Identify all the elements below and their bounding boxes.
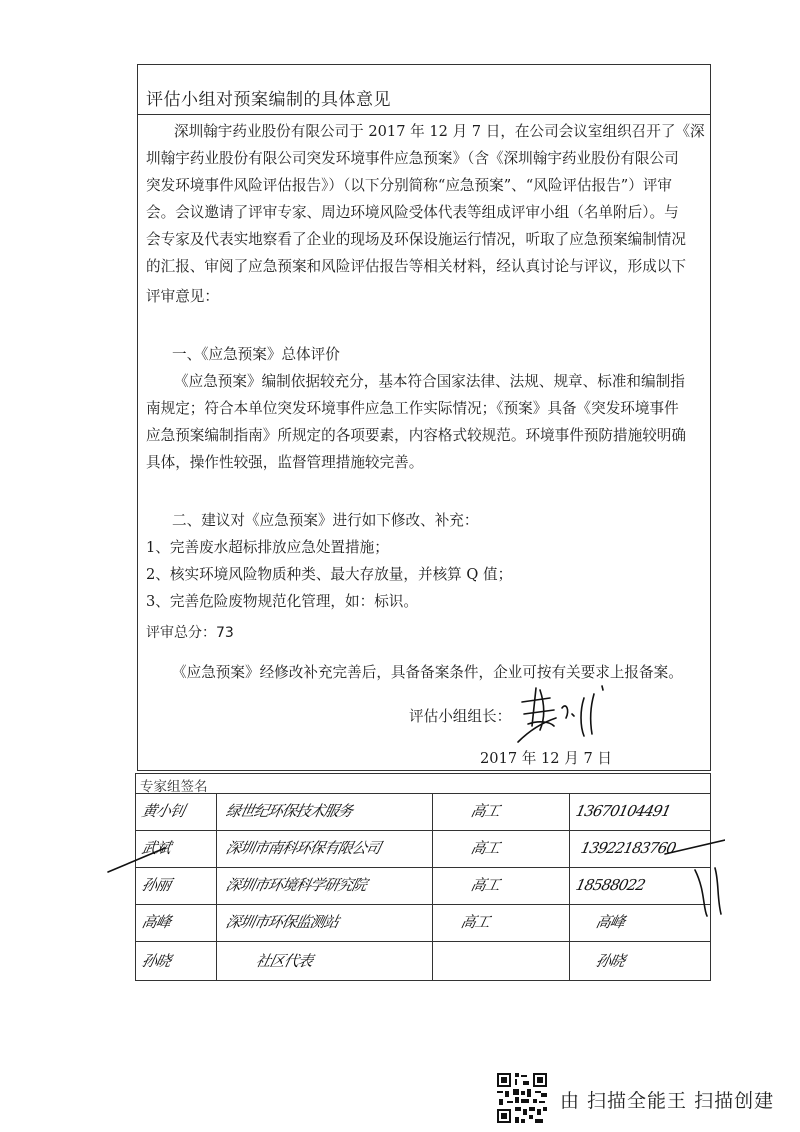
signature-strokes-icon [105,820,725,920]
expert-title: 高工 [469,839,502,857]
intro-line: 会专家及代表实地察看了企业的现场及环保设施运行情况，听取了应急预案编制情况 [146,231,686,248]
expert-contact: 高峰 [594,913,627,931]
expert-contact: 18588022 [574,876,647,894]
expert-contact: 13922183760 [579,839,678,857]
expert-org: 绿世纪环保技术服务 [224,802,355,820]
expert-org: 深圳市南科环保有限公司 [224,839,383,857]
section1-line: 应急预案编制指南》所规定的各项要素，内容格式较规范。环境事件预防措施较明确 [146,427,686,444]
intro-line: 的汇报、审阅了应急预案和风险评估报告等相关材料，经认真讨论与评议，形成以下 [146,258,686,275]
score-row [146,623,234,643]
expert-name: 黄小钊 [140,802,187,820]
section1-line: 具体，操作性较强，监督管理措施较完善。 [146,454,424,471]
suggestion-item: 1、完善废水超标排放应急处置措施； [146,539,389,556]
score-value: 73 [216,625,234,641]
expert-name: 孙晓 [140,952,173,970]
section2-heading: 二、建议对《应急预案》进行如下修改、补充： [172,512,479,529]
expert-org: 深圳市环保监测站 [224,913,341,931]
leader-signature-icon [510,680,620,750]
table-header-label: 专家组签名 [140,779,208,795]
expert-name: 武斌 [140,839,173,857]
section1-line: 《应急预案》编制依据较充分，基本符合国家法律、法规、规章、标准和编制指 [174,373,685,390]
expert-title: 高工 [469,802,502,820]
intro-line: 会。会议邀请了评审专家、周边环境风险受体代表等组成评审小组（名单附后）。与 [146,204,679,221]
page-title: 评估小组对预案编制的具体意见 [146,90,391,110]
expert-name: 孙丽 [140,876,173,894]
expert-org: 社区代表 [254,952,315,970]
scanner-watermark-text: 由 扫描全能王 扫描创建 [560,1090,775,1112]
expert-title: 高工 [469,876,502,894]
intro-line: 评审意见： [146,288,219,305]
table-row [136,941,710,982]
leader-label: 评估小组组长： [409,708,512,725]
expert-name: 高峰 [140,913,173,931]
expert-contact: 孙晓 [594,952,627,970]
intro-line: 突发环境事件风险评估报告》）（以下分别简称“应急预案”、“风险评估报告”）评审 [146,177,673,194]
section1-line: 南规定；符合本单位突发环境事件应急工作实际情况；《预案》具备《突发环境事件 [146,400,679,417]
suggestion-item: 3、完善危险废物规范化管理，如：标识。 [146,593,418,610]
table-header [136,774,710,794]
qr-code-icon [497,1073,547,1123]
section1-heading: 一、《应急预案》总体评价 [172,346,340,363]
title-row [138,65,710,115]
expert-contact: 13670104491 [574,802,673,820]
suggestion-item: 2、核实环境风险物质种类、最大存放量，并核算 Q 值； [146,566,513,583]
document-date: 2017 年 12 月 7 日 [480,750,612,767]
conclusion-text: 《应急预案》经修改补充完善后，具备备案条件，企业可按有关要求上报备案。 [172,664,683,681]
expert-title: 高工 [459,913,492,931]
expert-org: 深圳市环境科学研究院 [224,876,369,894]
intro-line: 深圳翰宇药业股份有限公司于 2017 年 12 月 7 日，在公司会议室组织召开了《深 [174,123,705,140]
score-label: 评审总分： [146,625,216,641]
intro-line: 圳翰宇药业股份有限公司突发环境事件应急预案》（含《深圳翰宇药业股份有限公司 [146,150,679,167]
